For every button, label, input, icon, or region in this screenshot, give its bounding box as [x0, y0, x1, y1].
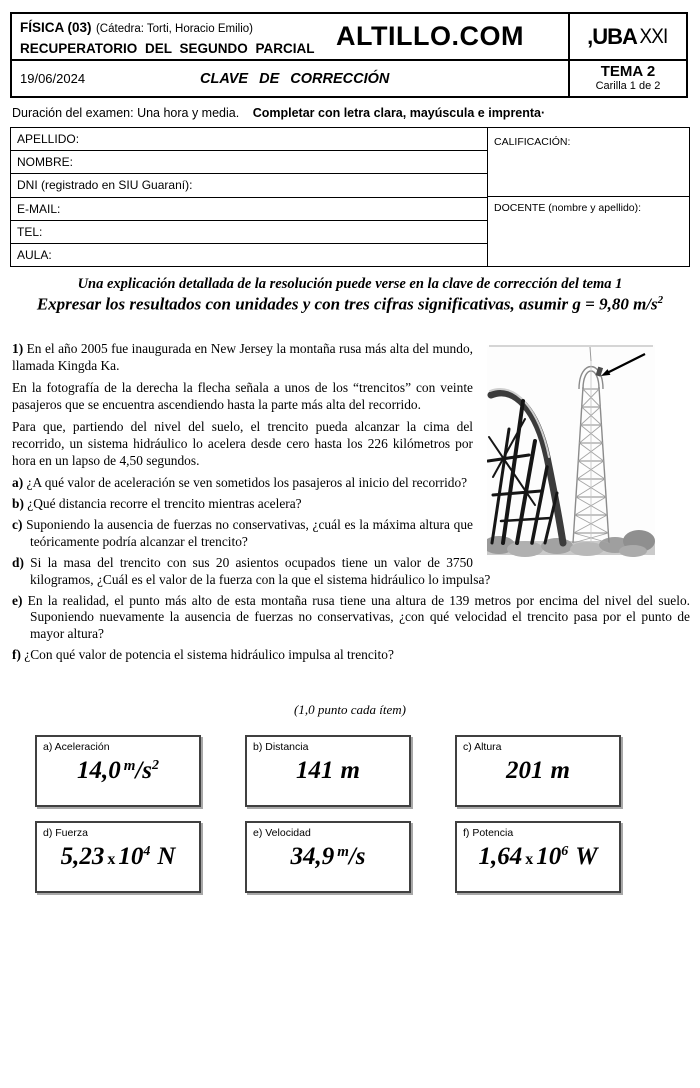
question-f-text: ¿Con qué valor de potencia el sistema hidráulico impulsa al trencito? [24, 647, 394, 662]
altillo-watermark: ALTILLO.COM [336, 21, 524, 51]
teacher-cell [488, 197, 689, 266]
answer-c-unit: m [550, 757, 570, 784]
question-c-text: Suponiendo la ausencia de fuerzas no conservativas, ¿cuál es la máxima altura que teóricamente podría alcanzar el trencito? [26, 517, 473, 549]
paragraph-launch: Para que, partiendo del nivel del suelo, el trencito pueda alcanzar la cima del recorrido, un sistema hidráulico lo acelera desde cero hasta los 226 kilómetros por hora en un lapso de 4,50 segundos. [12, 419, 473, 468]
correction-key-title: CLAVE DE CORRECCIÓN [200, 70, 390, 87]
points-note: (1,0 punto cada ítem) [294, 702, 406, 717]
dni-label: DNI (registrado en SIU Guaraní): [17, 178, 193, 193]
answer-a-label: a) Aceleración [43, 741, 110, 753]
exam-title: RECUPERATORIO DEL SEGUNDO PARCIAL [20, 41, 315, 56]
question-e-text: En la realidad, el punto más alto de esta montaña rusa tiene una altura de 139 metros por encima del nivel del suelo. Suponiendo nuevamente la ausencia de fuerzas no conservativas, ¿con qué velocidad el trencito pasa por el punto de mayor altura? [27, 592, 690, 641]
answer-c-number: 201 [506, 757, 544, 784]
answer-b-unit: m [340, 757, 360, 784]
form-field-apellido [11, 128, 487, 151]
answer-c-label: c) Altura [463, 741, 502, 753]
header-title-row [12, 14, 568, 61]
paragraph-1-text: En el año 2005 fue inaugurada en New Jersey la montaña rusa más alta del mundo, llamada Kingda Ka. [12, 341, 473, 373]
form-right-column [488, 128, 689, 266]
answer-box-acceleration [35, 735, 201, 807]
question-f-marker: f) [12, 647, 21, 662]
note-detailed-solution: Una explicación detallada de la resolución puede verse en la clave de corrección del tema 1 [77, 276, 623, 292]
duration-text: Duración del examen: Una hora y media. [12, 106, 240, 120]
answer-d-value [37, 843, 199, 871]
duration-line [12, 106, 545, 120]
grade-cell [488, 128, 689, 197]
header-left-cell [12, 14, 570, 96]
email-label: E-MAIL: [17, 201, 61, 216]
header-table [10, 12, 688, 98]
tel-label: TEL: [17, 224, 43, 239]
form-field-tel [11, 221, 487, 244]
question-a-marker: a) [12, 475, 24, 491]
question-b-marker: b) [12, 496, 24, 512]
answer-d-base: 10 [118, 843, 144, 870]
note-units [0, 294, 700, 315]
form-field-nombre [11, 151, 487, 174]
student-form-table [10, 127, 690, 267]
answer-box-height [455, 735, 621, 807]
answer-b-number: 141 [296, 757, 334, 784]
fill-instruction: Completar con letra clara, mayúscula e imprenta· [252, 106, 546, 120]
question-d-text: Si la masa del trencito con sus 20 asientos ocupados tiene un valor de 3750 kilogramos, ¿Cuál es el valor de la fuerza con la que el sistema hidráulico lo impulsa? [30, 555, 491, 587]
apellido-label: APELLIDO: [17, 132, 80, 147]
form-field-email [11, 198, 487, 221]
answer-e-unit-numerator: m [337, 844, 349, 860]
uba-xxi-logo [570, 14, 686, 61]
answer-box-force [35, 821, 201, 893]
catedra-label: (Cátedra: Torti, Horacio Emilio) [95, 23, 253, 35]
rollercoaster-illustration [487, 345, 655, 560]
answer-f-number: 1,64 [478, 843, 523, 870]
answer-d-times-sign: x [107, 851, 116, 868]
course-title: FÍSICA (03) [20, 20, 92, 35]
answer-c-value [457, 757, 619, 785]
answer-d-number: 5,23 [60, 843, 105, 870]
carilla-label: Carilla 1 de 2 [595, 80, 661, 92]
answer-e-number: 34,9 [290, 843, 335, 870]
answer-d-label: d) Fuerza [43, 827, 88, 839]
answer-a-exponent: 2 [152, 758, 160, 773]
nombre-label: NOMBRE: [17, 155, 74, 170]
answer-e-unit-denominator: /s [348, 843, 366, 870]
question-b-text: ¿Qué distancia recorre el trencito mientras acelera? [27, 496, 302, 512]
question-f [12, 647, 690, 664]
problem-statement [12, 341, 690, 668]
paragraph-1-marker: 1) [12, 341, 24, 356]
answer-b-value [247, 757, 409, 785]
answer-f-times-sign: x [525, 851, 534, 868]
xxi-logo-text: XXI [639, 24, 668, 48]
question-e [12, 593, 690, 643]
answer-f-label: f) Potencia [463, 827, 514, 839]
tema-cell [570, 61, 686, 96]
answers-row-2 [35, 821, 621, 893]
kingda-ka-photo [487, 345, 655, 560]
answer-e-label: e) Velocidad [253, 827, 311, 839]
grade-label: CALIFICACIÓN: [494, 136, 571, 148]
header-right-cell [570, 14, 686, 96]
teacher-label: DOCENTE (nombre y apellido): [494, 202, 642, 214]
answer-a-unit-numerator: m [123, 758, 136, 774]
answer-d-unit: N [157, 843, 176, 870]
paragraph-photo: En la fotografía de la derecha la flecha señala a unos de los “trencitos” con veinte pasajeros que se encuentra ascendiendo hasta la parte más alta del recorrido. [12, 380, 473, 412]
answer-f-value [457, 843, 619, 871]
answers-row-1 [35, 735, 621, 807]
uba-logo-text: ,UBA [587, 23, 637, 49]
answer-a-unit-denominator: /s [135, 757, 153, 784]
answer-b-label: b) Distancia [253, 741, 309, 753]
answer-box-distance [245, 735, 411, 807]
exam-date: 19/06/2024 [20, 71, 86, 86]
question-e-marker: e) [12, 592, 23, 608]
note-units-text: Expresar los resultados con unidades y con tres cifras significativas, asumir g = 9,80 m/s [36, 294, 658, 314]
header-date-row [12, 61, 568, 96]
answer-e-value [247, 843, 409, 871]
note-units-exponent: 2 [657, 294, 664, 306]
form-field-aula [11, 244, 487, 266]
answer-d-exponent: 4 [143, 844, 151, 859]
answer-f-unit: W [575, 843, 598, 870]
answer-f-exponent: 6 [561, 844, 569, 859]
answer-f-base: 10 [536, 843, 562, 870]
form-field-dni [11, 174, 487, 197]
answer-a-number: 14,0 [76, 757, 121, 784]
form-left-column [11, 128, 488, 266]
question-c-marker: c) [12, 517, 23, 533]
question-d-marker: d) [12, 555, 24, 571]
answer-box-power [455, 821, 621, 893]
question-a-text: ¿A qué valor de aceleración se ven sometidos los pasajeros al inicio del recorrido? [26, 475, 468, 491]
tema-label: TEMA 2 [600, 63, 656, 80]
aula-label: AULA: [17, 247, 52, 262]
answer-box-velocity [245, 821, 411, 893]
answer-a-value [37, 757, 199, 785]
